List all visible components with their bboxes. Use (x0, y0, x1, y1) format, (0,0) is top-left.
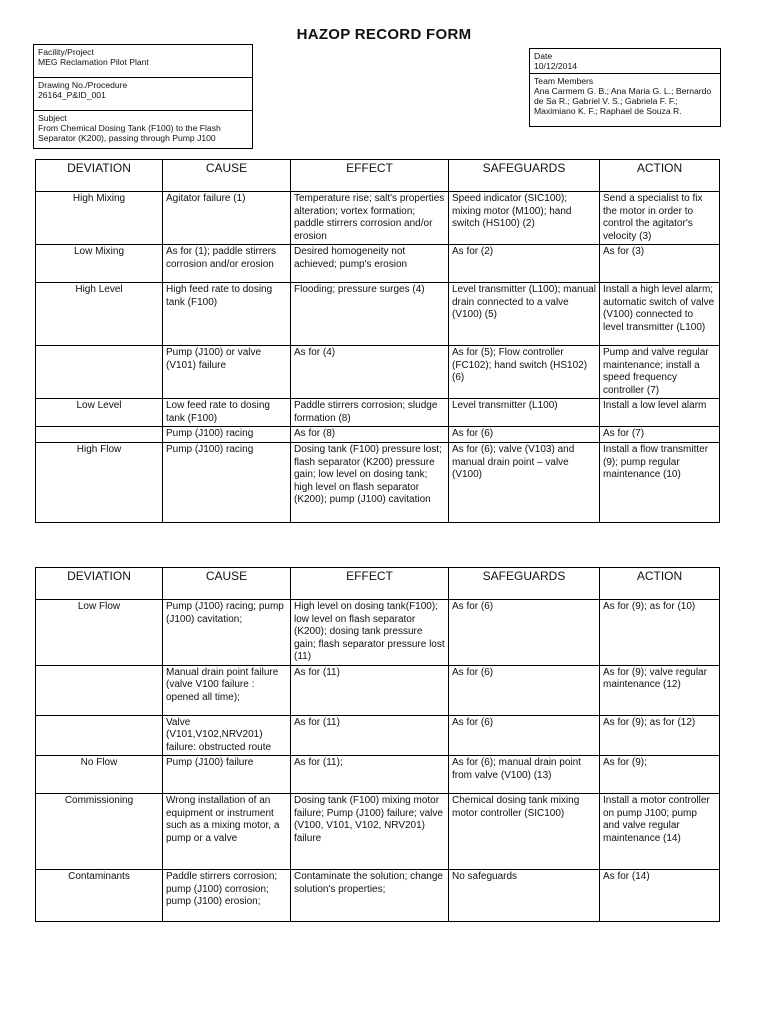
header-deviation: DEVIATION (36, 160, 163, 192)
effect-cell: As for (8) (291, 427, 449, 443)
project-info-box (33, 44, 253, 149)
table-header-row (36, 160, 720, 192)
cause-cell: High feed rate to dosing tank (F100) (163, 283, 291, 346)
safeguards-cell: As for (6); manual drain point from valve (V100) (13) (449, 756, 600, 794)
action-cell: Install a low level alarm (600, 399, 720, 427)
safeguards-cell: Speed indicator (SIC100); mixing motor (M100); hand switch (HS100) (2) (449, 192, 600, 245)
facility-label: Facility/Project (38, 47, 94, 57)
deviation-cell: Contaminants (36, 870, 163, 922)
cause-cell: Agitator failure (1) (163, 192, 291, 245)
effect-cell: Flooding; pressure surges (4) (291, 283, 449, 346)
deviation-cell: High Mixing (36, 192, 163, 245)
header-deviation: DEVIATION (36, 568, 163, 600)
cause-cell: Pump (J100) racing; pump (J100) cavitation; (163, 600, 291, 666)
deviation-cell: Low Mixing (36, 245, 163, 283)
action-cell: As for (9); (600, 756, 720, 794)
effect-cell: Desired homogeneity not achieved; pump's erosion (291, 245, 449, 283)
header-effect: EFFECT (291, 160, 449, 192)
header-action: ACTION (600, 568, 720, 600)
deviation-cell: Low Flow (36, 600, 163, 666)
action-cell: As for (7) (600, 427, 720, 443)
cause-cell: Valve (V101,V102,NRV201) failure: obstructed route (163, 715, 291, 756)
effect-cell: As for (11); (291, 756, 449, 794)
deviation-cell: No Flow (36, 756, 163, 794)
table-row (36, 192, 720, 245)
safeguards-cell: As for (6) (449, 600, 600, 666)
deviation-cell (36, 427, 163, 443)
action-cell: As for (14) (600, 870, 720, 922)
action-cell: Install a motor controller on pump J100; pump and valve regular maintenance (14) (600, 794, 720, 870)
team-section (530, 74, 720, 126)
hazop-table-1 (35, 159, 720, 523)
action-cell: As for (3) (600, 245, 720, 283)
date-label: Date (534, 51, 553, 61)
facility-section (34, 45, 252, 78)
form-title: HAZOP RECORD FORM (296, 26, 472, 43)
header-action: ACTION (600, 160, 720, 192)
cause-cell: Pump (J100) failure (163, 756, 291, 794)
effect-cell: Temperature rise; salt's properties alteration; vortex formation; paddle stirrers corrosion and/or erosion (291, 192, 449, 245)
hazop-table-2 (35, 567, 720, 922)
drawing-value: 26164_P&ID_001 (38, 90, 106, 100)
table-row (36, 756, 720, 794)
header-cause: CAUSE (163, 160, 291, 192)
facility-value: MEG Reclamation Pilot Plant (38, 57, 149, 67)
table-row (36, 443, 720, 523)
effect-cell: Dosing tank (F100) pressure lost; flash separator (K200) pressure gain; low level on dosing tank; high level on flash separator (K200); pump (J100) cavitation (291, 443, 449, 523)
team-value: Ana Carmem G. B.; Ana Maria G. L.; Bernardo de Sa R.; Gabriel V. S.; Gabriela F. F.; Maximiano K. F.; Raphael de Souza R. (534, 86, 712, 116)
safeguards-cell: Chemical dosing tank mixing motor controller (SIC100) (449, 794, 600, 870)
drawing-section (34, 78, 252, 111)
safeguards-cell: No safeguards (449, 870, 600, 922)
table-row (36, 399, 720, 427)
deviation-cell (36, 665, 163, 715)
cause-cell: Wrong installation of an equipment or instrument such as a mixing motor, a pump or a valve (163, 794, 291, 870)
header-effect: EFFECT (291, 568, 449, 600)
team-label: Team Members (534, 76, 594, 86)
safeguards-cell: As for (6) (449, 715, 600, 756)
subject-section (34, 111, 252, 148)
cause-cell: Manual drain point failure (valve V100 failure : opened all time); (163, 665, 291, 715)
table-row (36, 715, 720, 756)
table-row (36, 870, 720, 922)
cause-cell: Pump (J100) racing (163, 443, 291, 523)
table-header-row (36, 568, 720, 600)
team-info-box (529, 48, 721, 127)
safeguards-cell: As for (6); valve (V103) and manual drain point – valve (V100) (449, 443, 600, 523)
action-cell: Send a specialist to fix the motor in order to control the agitator's velocity (3) (600, 192, 720, 245)
action-cell: Install a flow transmitter (9); pump regular maintenance (10) (600, 443, 720, 523)
deviation-cell: High Flow (36, 443, 163, 523)
effect-cell: As for (11) (291, 665, 449, 715)
cause-cell: Low feed rate to dosing tank (F100) (163, 399, 291, 427)
deviation-cell: Low Level (36, 399, 163, 427)
deviation-cell: High Level (36, 283, 163, 346)
table-row (36, 346, 720, 399)
subject-label: Subject (38, 113, 67, 123)
header-safeguards: SAFEGUARDS (449, 160, 600, 192)
action-cell: As for (9); as for (10) (600, 600, 720, 666)
table-row (36, 794, 720, 870)
table-row (36, 600, 720, 666)
table-row (36, 283, 720, 346)
action-cell: As for (9); valve regular maintenance (12) (600, 665, 720, 715)
subject-value: From Chemical Dosing Tank (F100) to the Flash Separator (K200), passing through Pump J100 (38, 123, 221, 143)
safeguards-cell: Level transmitter (L100) (449, 399, 600, 427)
table-row (36, 245, 720, 283)
deviation-cell: Commissioning (36, 794, 163, 870)
table-row (36, 427, 720, 443)
effect-cell: Contaminate the solution; change solution's properties; (291, 870, 449, 922)
action-cell: Install a high level alarm; automatic switch of valve (V100) connected to level transmitter (L100) (600, 283, 720, 346)
drawing-label: Drawing No./Procedure (38, 80, 128, 90)
cause-cell: As for (1); paddle stirrers corrosion and/or erosion (163, 245, 291, 283)
safeguards-cell: As for (6) (449, 665, 600, 715)
header-safeguards: SAFEGUARDS (449, 568, 600, 600)
effect-cell: High level on dosing tank(F100); low level on flash separator (K200); dosing tank pressure gain; flash separator pressure lost (11) (291, 600, 449, 666)
table-row (36, 665, 720, 715)
effect-cell: As for (4) (291, 346, 449, 399)
action-cell: As for (9); as for (12) (600, 715, 720, 756)
effect-cell: As for (11) (291, 715, 449, 756)
date-value: 10/12/2014 (534, 61, 578, 71)
header-cause: CAUSE (163, 568, 291, 600)
deviation-cell (36, 346, 163, 399)
safeguards-cell: As for (2) (449, 245, 600, 283)
date-section (530, 49, 720, 74)
deviation-cell (36, 715, 163, 756)
action-cell: Pump and valve regular maintenance; install a speed frequency controller (7) (600, 346, 720, 399)
effect-cell: Dosing tank (F100) mixing motor failure; Pump (J100) failure; valve (V100, V101, V102, NRV201) failure (291, 794, 449, 870)
cause-cell: Pump (J100) or valve (V101) failure (163, 346, 291, 399)
safeguards-cell: As for (5); Flow controller (FC102); hand switch (HS102) (6) (449, 346, 600, 399)
effect-cell: Paddle stirrers corrosion; sludge formation (8) (291, 399, 449, 427)
safeguards-cell: Level transmitter (L100); manual drain connected to a valve (V100) (5) (449, 283, 600, 346)
cause-cell: Paddle stirrers corrosion; pump (J100) corrosion; pump (J100) erosion; (163, 870, 291, 922)
cause-cell: Pump (J100) racing (163, 427, 291, 443)
safeguards-cell: As for (6) (449, 427, 600, 443)
